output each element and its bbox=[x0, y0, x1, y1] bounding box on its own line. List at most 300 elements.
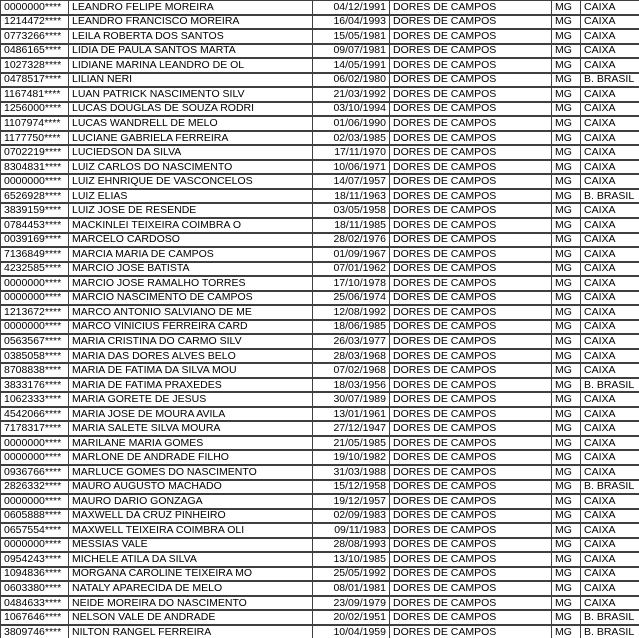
cell-id[interactable]: 1094836**** bbox=[1, 567, 69, 582]
cell-name[interactable]: MARIA CRISTINA DO CARMO SILV bbox=[69, 334, 313, 349]
cell-id[interactable]: 0000000**** bbox=[1, 450, 69, 465]
table-row bbox=[1, 523, 639, 538]
cell-city[interactable]: DORES DE CAMPOS bbox=[390, 596, 552, 611]
cell-bank[interactable]: B. BRASIL bbox=[581, 73, 639, 88]
cell-bank[interactable]: CAIXA bbox=[581, 349, 639, 364]
cell-birth-date[interactable]: 21/05/1985 bbox=[313, 436, 390, 451]
cell-id[interactable]: 0936766**** bbox=[1, 465, 69, 480]
cell-id[interactable]: 0039169**** bbox=[1, 233, 69, 248]
cell-name[interactable]: MARILANE MARIA GOMES bbox=[69, 436, 313, 451]
cell-id[interactable]: 0000000**** bbox=[1, 291, 69, 306]
cell-birth-date[interactable]: 16/04/1993 bbox=[313, 15, 390, 30]
cell-name[interactable]: MAURO DARIO GONZAGA bbox=[69, 494, 313, 509]
cell-birth-date[interactable]: 03/05/1958 bbox=[313, 203, 390, 218]
cell-birth-date[interactable]: 19/12/1957 bbox=[313, 494, 390, 509]
cell-state[interactable]: MG bbox=[552, 160, 581, 175]
cell-birth-date[interactable]: 30/07/1989 bbox=[313, 392, 390, 407]
cell-city[interactable]: DORES DE CAMPOS bbox=[390, 58, 552, 73]
cell-bank[interactable]: CAIXA bbox=[581, 15, 639, 30]
table-row bbox=[1, 421, 639, 436]
cell-bank[interactable]: CAIXA bbox=[581, 494, 639, 509]
cell-name[interactable]: LUCIEDSON DA SILVA bbox=[69, 145, 313, 160]
cell-bank[interactable]: CAIXA bbox=[581, 174, 639, 189]
cell-birth-date[interactable]: 17/11/1970 bbox=[313, 145, 390, 160]
cell-state[interactable]: MG bbox=[552, 378, 581, 393]
cell-birth-date[interactable]: 01/09/1967 bbox=[313, 247, 390, 262]
records-table-body bbox=[1, 0, 639, 638]
cell-name[interactable]: LUIZ EHNRIQUE DE VASCONCELOS bbox=[69, 174, 313, 189]
cell-name[interactable]: MARCO ANTONIO SALVIANO DE ME bbox=[69, 305, 313, 320]
cell-name[interactable]: MARIA DE FATIMA PRAXEDES bbox=[69, 378, 313, 393]
cell-state[interactable]: MG bbox=[552, 87, 581, 102]
cell-bank[interactable]: CAIXA bbox=[581, 581, 639, 596]
cell-bank[interactable]: CAIXA bbox=[581, 218, 639, 233]
cell-birth-date[interactable]: 28/08/1993 bbox=[313, 538, 390, 553]
table-row bbox=[1, 87, 639, 102]
cell-name[interactable]: MARLONE DE ANDRADE FILHO bbox=[69, 450, 313, 465]
cell-name[interactable]: MARIA GORETE DE JESUS bbox=[69, 392, 313, 407]
cell-city[interactable]: DORES DE CAMPOS bbox=[390, 131, 552, 146]
cell-state[interactable]: MG bbox=[552, 610, 581, 625]
cell-id[interactable]: 0478517**** bbox=[1, 73, 69, 88]
cell-bank[interactable]: CAIXA bbox=[581, 334, 639, 349]
cell-birth-date[interactable]: 31/03/1988 bbox=[313, 465, 390, 480]
cell-city[interactable]: DORES DE CAMPOS bbox=[390, 0, 552, 15]
cell-state[interactable]: MG bbox=[552, 494, 581, 509]
cell-bank[interactable]: CAIXA bbox=[581, 145, 639, 160]
table-row bbox=[1, 116, 639, 131]
cell-name[interactable]: MARCIO JOSE BATISTA bbox=[69, 262, 313, 277]
cell-name[interactable]: LUCIANE GABRIELA FERREIRA bbox=[69, 131, 313, 146]
cell-name[interactable]: LILIAN NERI bbox=[69, 73, 313, 88]
cell-bank[interactable]: CAIXA bbox=[581, 233, 639, 248]
cell-id[interactable]: 0000000**** bbox=[1, 494, 69, 509]
cell-name[interactable]: LUIZ ELIAS bbox=[69, 189, 313, 204]
cell-city[interactable]: DORES DE CAMPOS bbox=[390, 509, 552, 524]
cell-city[interactable]: DORES DE CAMPOS bbox=[390, 218, 552, 233]
cell-name[interactable]: MARLUCE GOMES DO NASCIMENTO bbox=[69, 465, 313, 480]
cell-name[interactable]: MAURO AUGUSTO MACHADO bbox=[69, 480, 313, 495]
cell-id[interactable]: 0000000**** bbox=[1, 436, 69, 451]
table-row bbox=[1, 189, 639, 204]
cell-city[interactable]: DORES DE CAMPOS bbox=[390, 465, 552, 480]
cell-birth-date[interactable]: 02/09/1983 bbox=[313, 509, 390, 524]
cell-name[interactable]: MAXWELL DA CRUZ PINHEIRO bbox=[69, 509, 313, 524]
table-row bbox=[1, 145, 639, 160]
cell-city[interactable]: DORES DE CAMPOS bbox=[390, 625, 552, 638]
cell-city[interactable]: DORES DE CAMPOS bbox=[390, 421, 552, 436]
cell-city[interactable]: DORES DE CAMPOS bbox=[390, 610, 552, 625]
cell-birth-date[interactable]: 04/12/1991 bbox=[313, 0, 390, 15]
table-row bbox=[1, 44, 639, 59]
table-row bbox=[1, 363, 639, 378]
cell-city[interactable]: DORES DE CAMPOS bbox=[390, 538, 552, 553]
cell-city[interactable]: DORES DE CAMPOS bbox=[390, 494, 552, 509]
cell-state[interactable]: MG bbox=[552, 450, 581, 465]
table-row bbox=[1, 320, 639, 335]
cell-city[interactable]: DORES DE CAMPOS bbox=[390, 87, 552, 102]
cell-birth-date[interactable]: 27/12/1947 bbox=[313, 421, 390, 436]
cell-state[interactable]: MG bbox=[552, 363, 581, 378]
cell-state[interactable]: MG bbox=[552, 436, 581, 451]
cell-birth-date[interactable]: 02/03/1985 bbox=[313, 131, 390, 146]
cell-bank[interactable]: CAIXA bbox=[581, 58, 639, 73]
table-row bbox=[1, 58, 639, 73]
cell-birth-date[interactable]: 14/05/1991 bbox=[313, 58, 390, 73]
cell-name[interactable]: MARCO VINICIUS FERREIRA CARD bbox=[69, 320, 313, 335]
cell-name[interactable]: NELSON VALE DE ANDRADE bbox=[69, 610, 313, 625]
cell-city[interactable]: DORES DE CAMPOS bbox=[390, 523, 552, 538]
cell-birth-date[interactable]: 03/10/1994 bbox=[313, 102, 390, 117]
cell-id[interactable]: 4542066**** bbox=[1, 407, 69, 422]
table-row bbox=[1, 596, 639, 611]
cell-city[interactable]: DORES DE CAMPOS bbox=[390, 349, 552, 364]
cell-name[interactable]: MARCIO JOSE RAMALHO TORRES bbox=[69, 276, 313, 291]
cell-state[interactable]: MG bbox=[552, 349, 581, 364]
cell-birth-date[interactable]: 01/06/1990 bbox=[313, 116, 390, 131]
cell-state[interactable]: MG bbox=[552, 305, 581, 320]
cell-birth-date[interactable]: 12/08/1992 bbox=[313, 305, 390, 320]
cell-state[interactable]: MG bbox=[552, 320, 581, 335]
cell-city[interactable]: DORES DE CAMPOS bbox=[390, 334, 552, 349]
cell-city[interactable]: DORES DE CAMPOS bbox=[390, 73, 552, 88]
table-row bbox=[1, 349, 639, 364]
cell-id[interactable]: 3839159**** bbox=[1, 203, 69, 218]
cell-city[interactable]: DORES DE CAMPOS bbox=[390, 581, 552, 596]
cell-bank[interactable]: CAIXA bbox=[581, 203, 639, 218]
cell-id[interactable]: 0773266**** bbox=[1, 29, 69, 44]
cell-id[interactable]: 0605888**** bbox=[1, 509, 69, 524]
cell-state[interactable]: MG bbox=[552, 538, 581, 553]
cell-name[interactable]: LUIZ JOSE DE RESENDE bbox=[69, 203, 313, 218]
cell-bank[interactable]: CAIXA bbox=[581, 0, 639, 15]
cell-bank[interactable]: B. BRASIL bbox=[581, 610, 639, 625]
table-row bbox=[1, 29, 639, 44]
cell-birth-date[interactable]: 15/12/1958 bbox=[313, 480, 390, 495]
cell-city[interactable]: DORES DE CAMPOS bbox=[390, 291, 552, 306]
cell-city[interactable]: DORES DE CAMPOS bbox=[390, 552, 552, 567]
cell-state[interactable]: MG bbox=[552, 58, 581, 73]
cell-birth-date[interactable]: 28/02/1976 bbox=[313, 233, 390, 248]
cell-state[interactable]: MG bbox=[552, 44, 581, 59]
table-row bbox=[1, 450, 639, 465]
cell-birth-date[interactable]: 10/04/1959 bbox=[313, 625, 390, 638]
table-row bbox=[1, 73, 639, 88]
cell-birth-date[interactable]: 25/05/1992 bbox=[313, 567, 390, 582]
cell-bank[interactable]: CAIXA bbox=[581, 450, 639, 465]
cell-state[interactable]: MG bbox=[552, 73, 581, 88]
cell-id[interactable]: 0000000**** bbox=[1, 538, 69, 553]
cell-id[interactable]: 0385058**** bbox=[1, 349, 69, 364]
cell-state[interactable]: MG bbox=[552, 625, 581, 638]
cell-name[interactable]: MACKINLEI TEIXEIRA COIMBRA O bbox=[69, 218, 313, 233]
cell-state[interactable]: MG bbox=[552, 174, 581, 189]
cell-name[interactable]: MAXWELL TEIXEIRA COIMBRA OLI bbox=[69, 523, 313, 538]
cell-id[interactable]: 1167481**** bbox=[1, 87, 69, 102]
cell-state[interactable]: MG bbox=[552, 480, 581, 495]
table-row bbox=[1, 378, 639, 393]
cell-state[interactable]: MG bbox=[552, 523, 581, 538]
cell-state[interactable]: MG bbox=[552, 276, 581, 291]
cell-state[interactable]: MG bbox=[552, 247, 581, 262]
cell-city[interactable]: DORES DE CAMPOS bbox=[390, 102, 552, 117]
cell-name[interactable]: MARIA SALETE SILVA MOURA bbox=[69, 421, 313, 436]
cell-city[interactable]: DORES DE CAMPOS bbox=[390, 305, 552, 320]
cell-birth-date[interactable]: 26/03/1977 bbox=[313, 334, 390, 349]
cell-birth-date[interactable]: 13/10/1985 bbox=[313, 552, 390, 567]
cell-birth-date[interactable]: 20/02/1951 bbox=[313, 610, 390, 625]
cell-city[interactable]: DORES DE CAMPOS bbox=[390, 15, 552, 30]
cell-bank[interactable]: CAIXA bbox=[581, 552, 639, 567]
cell-state[interactable]: MG bbox=[552, 421, 581, 436]
cell-bank[interactable]: CAIXA bbox=[581, 523, 639, 538]
cell-name[interactable]: LEILA ROBERTA DOS SANTOS bbox=[69, 29, 313, 44]
cell-name[interactable]: MARCIA MARIA DE CAMPOS bbox=[69, 247, 313, 262]
cell-birth-date[interactable]: 07/01/1962 bbox=[313, 262, 390, 277]
cell-city[interactable]: DORES DE CAMPOS bbox=[390, 363, 552, 378]
table-row bbox=[1, 334, 639, 349]
table-row bbox=[1, 509, 639, 524]
table-row bbox=[1, 160, 639, 175]
table-row bbox=[1, 567, 639, 582]
cell-bank[interactable]: CAIXA bbox=[581, 465, 639, 480]
cell-birth-date[interactable]: 15/05/1981 bbox=[313, 29, 390, 44]
cell-name[interactable]: MARIA JOSE DE MOURA AVILA bbox=[69, 407, 313, 422]
cell-name[interactable]: MARIA DAS DORES ALVES BELO bbox=[69, 349, 313, 364]
cell-bank[interactable]: B. BRASIL bbox=[581, 378, 639, 393]
cell-city[interactable]: DORES DE CAMPOS bbox=[390, 407, 552, 422]
cell-id[interactable]: 1107974**** bbox=[1, 116, 69, 131]
cell-id[interactable]: 8304831**** bbox=[1, 160, 69, 175]
cell-name[interactable]: LUAN PATRICK NASCIMENTO SILV bbox=[69, 87, 313, 102]
cell-id[interactable]: 1213672**** bbox=[1, 305, 69, 320]
cell-state[interactable]: MG bbox=[552, 392, 581, 407]
table-row bbox=[1, 233, 639, 248]
cell-birth-date[interactable]: 18/06/1985 bbox=[313, 320, 390, 335]
cell-bank[interactable]: CAIXA bbox=[581, 320, 639, 335]
cell-id[interactable]: 0000000**** bbox=[1, 174, 69, 189]
cell-id[interactable]: 0784453**** bbox=[1, 218, 69, 233]
cell-name[interactable]: LUIZ CARLOS DO NASCIMENTO bbox=[69, 160, 313, 175]
cell-id[interactable]: 0954243**** bbox=[1, 552, 69, 567]
cell-city[interactable]: DORES DE CAMPOS bbox=[390, 436, 552, 451]
cell-city[interactable]: DORES DE CAMPOS bbox=[390, 320, 552, 335]
table-row bbox=[1, 581, 639, 596]
cell-state[interactable]: MG bbox=[552, 218, 581, 233]
cell-name[interactable]: MESSIAS VALE bbox=[69, 538, 313, 553]
cell-birth-date[interactable]: 23/09/1979 bbox=[313, 596, 390, 611]
cell-id[interactable]: 0702219**** bbox=[1, 145, 69, 160]
cell-bank[interactable]: B. BRASIL bbox=[581, 625, 639, 638]
cell-bank[interactable]: CAIXA bbox=[581, 262, 639, 277]
cell-birth-date[interactable]: 18/03/1956 bbox=[313, 378, 390, 393]
cell-id[interactable]: 2826332**** bbox=[1, 480, 69, 495]
cell-bank[interactable]: CAIXA bbox=[581, 538, 639, 553]
cell-city[interactable]: DORES DE CAMPOS bbox=[390, 276, 552, 291]
cell-birth-date[interactable]: 18/11/1985 bbox=[313, 218, 390, 233]
table-row bbox=[1, 610, 639, 625]
cell-city[interactable]: DORES DE CAMPOS bbox=[390, 233, 552, 248]
cell-id[interactable]: 0000000**** bbox=[1, 320, 69, 335]
cell-bank[interactable]: CAIXA bbox=[581, 87, 639, 102]
cell-birth-date[interactable]: 21/03/1992 bbox=[313, 87, 390, 102]
table-row bbox=[1, 102, 639, 117]
cell-bank[interactable]: B. BRASIL bbox=[581, 480, 639, 495]
cell-birth-date[interactable]: 25/06/1974 bbox=[313, 291, 390, 306]
cell-birth-date[interactable]: 09/11/1983 bbox=[313, 523, 390, 538]
cell-bank[interactable]: CAIXA bbox=[581, 305, 639, 320]
cell-id[interactable]: 0000000**** bbox=[1, 276, 69, 291]
cell-bank[interactable]: CAIXA bbox=[581, 44, 639, 59]
cell-birth-date[interactable]: 13/01/1961 bbox=[313, 407, 390, 422]
cell-state[interactable]: MG bbox=[552, 581, 581, 596]
cell-id[interactable]: 1214472**** bbox=[1, 15, 69, 30]
cell-id[interactable]: 0563567**** bbox=[1, 334, 69, 349]
cell-bank[interactable]: CAIXA bbox=[581, 509, 639, 524]
cell-name[interactable]: NILTON RANGEL FERREIRA bbox=[69, 625, 313, 638]
cell-state[interactable]: MG bbox=[552, 131, 581, 146]
table-row bbox=[1, 436, 639, 451]
cell-birth-date[interactable]: 19/10/1982 bbox=[313, 450, 390, 465]
cell-city[interactable]: DORES DE CAMPOS bbox=[390, 567, 552, 582]
cell-bank[interactable]: CAIXA bbox=[581, 421, 639, 436]
cell-id[interactable]: 1067646**** bbox=[1, 610, 69, 625]
cell-name[interactable]: LEANDRO FELIPE MOREIRA bbox=[69, 0, 313, 15]
cell-name[interactable]: LIDIANE MARINA LEANDRO DE OL bbox=[69, 58, 313, 73]
cell-state[interactable]: MG bbox=[552, 29, 581, 44]
cell-id[interactable]: 1256000**** bbox=[1, 102, 69, 117]
table-row bbox=[1, 494, 639, 509]
cell-id[interactable]: 1177750**** bbox=[1, 131, 69, 146]
cell-state[interactable]: MG bbox=[552, 0, 581, 15]
table-row bbox=[1, 131, 639, 146]
cell-id[interactable]: 8708838**** bbox=[1, 363, 69, 378]
table-row bbox=[1, 552, 639, 567]
cell-id[interactable]: 0000000**** bbox=[1, 0, 69, 15]
cell-birth-date[interactable]: 09/07/1981 bbox=[313, 44, 390, 59]
table-row bbox=[1, 625, 639, 638]
cell-state[interactable]: MG bbox=[552, 145, 581, 160]
table-row bbox=[1, 276, 639, 291]
cell-birth-date[interactable]: 07/02/1968 bbox=[313, 363, 390, 378]
cell-id[interactable]: 0657554**** bbox=[1, 523, 69, 538]
cell-bank[interactable]: CAIXA bbox=[581, 596, 639, 611]
cell-name[interactable]: MARCELO CARDOSO bbox=[69, 233, 313, 248]
cell-bank[interactable]: B. BRASIL bbox=[581, 189, 639, 204]
cell-bank[interactable]: CAIXA bbox=[581, 160, 639, 175]
cell-name[interactable]: MARIA DE FATIMA DA SILVA MOU bbox=[69, 363, 313, 378]
cell-city[interactable]: DORES DE CAMPOS bbox=[390, 450, 552, 465]
cell-city[interactable]: DORES DE CAMPOS bbox=[390, 262, 552, 277]
cell-city[interactable]: DORES DE CAMPOS bbox=[390, 378, 552, 393]
cell-city[interactable]: DORES DE CAMPOS bbox=[390, 247, 552, 262]
cell-name[interactable]: LUCAS DOUGLAS DE SOUZA RODRI bbox=[69, 102, 313, 117]
cell-id[interactable]: 0484633**** bbox=[1, 596, 69, 611]
cell-city[interactable]: DORES DE CAMPOS bbox=[390, 480, 552, 495]
cell-state[interactable]: MG bbox=[552, 596, 581, 611]
cell-id[interactable]: 3809746**** bbox=[1, 625, 69, 638]
table-row bbox=[1, 465, 639, 480]
cell-id[interactable]: 4232585**** bbox=[1, 262, 69, 277]
cell-name[interactable]: MARCIO NASCIMENTO DE CAMPOS bbox=[69, 291, 313, 306]
cell-id[interactable]: 7178317**** bbox=[1, 421, 69, 436]
cell-state[interactable]: MG bbox=[552, 116, 581, 131]
cell-state[interactable]: MG bbox=[552, 567, 581, 582]
cell-bank[interactable]: CAIXA bbox=[581, 436, 639, 451]
table-row bbox=[1, 291, 639, 306]
cell-id[interactable]: 0603380**** bbox=[1, 581, 69, 596]
cell-id[interactable]: 7136849**** bbox=[1, 247, 69, 262]
table-row bbox=[1, 15, 639, 30]
cell-name[interactable]: LIDIA DE PAULA SANTOS MARTA bbox=[69, 44, 313, 59]
cell-name[interactable]: LEANDRO FRANCISCO MOREIRA bbox=[69, 15, 313, 30]
cell-bank[interactable]: CAIXA bbox=[581, 407, 639, 422]
cell-name[interactable]: MORGANA CAROLINE TEIXEIRA MO bbox=[69, 567, 313, 582]
cell-state[interactable]: MG bbox=[552, 189, 581, 204]
table-row bbox=[1, 203, 639, 218]
cell-city[interactable]: DORES DE CAMPOS bbox=[390, 145, 552, 160]
cell-bank[interactable]: CAIXA bbox=[581, 102, 639, 117]
cell-birth-date[interactable]: 17/10/1978 bbox=[313, 276, 390, 291]
cell-city[interactable]: DORES DE CAMPOS bbox=[390, 392, 552, 407]
cell-state[interactable]: MG bbox=[552, 465, 581, 480]
cell-city[interactable]: DORES DE CAMPOS bbox=[390, 160, 552, 175]
cell-state[interactable]: MG bbox=[552, 334, 581, 349]
cell-birth-date[interactable]: 18/11/1963 bbox=[313, 189, 390, 204]
cell-city[interactable]: DORES DE CAMPOS bbox=[390, 174, 552, 189]
cell-state[interactable]: MG bbox=[552, 262, 581, 277]
cell-city[interactable]: DORES DE CAMPOS bbox=[390, 44, 552, 59]
cell-city[interactable]: DORES DE CAMPOS bbox=[390, 116, 552, 131]
cell-bank[interactable]: CAIXA bbox=[581, 276, 639, 291]
cell-id[interactable]: 1062333**** bbox=[1, 392, 69, 407]
cell-bank[interactable]: CAIXA bbox=[581, 363, 639, 378]
cell-city[interactable]: DORES DE CAMPOS bbox=[390, 203, 552, 218]
cell-birth-date[interactable]: 08/01/1981 bbox=[313, 581, 390, 596]
cell-state[interactable]: MG bbox=[552, 552, 581, 567]
cell-state[interactable]: MG bbox=[552, 407, 581, 422]
cell-birth-date[interactable]: 14/07/1957 bbox=[313, 174, 390, 189]
cell-state[interactable]: MG bbox=[552, 291, 581, 306]
cell-name[interactable]: MICHELE ATILA DA SILVA bbox=[69, 552, 313, 567]
cell-birth-date[interactable]: 10/06/1971 bbox=[313, 160, 390, 175]
cell-city[interactable]: DORES DE CAMPOS bbox=[390, 29, 552, 44]
cell-bank[interactable]: CAIXA bbox=[581, 291, 639, 306]
cell-state[interactable]: MG bbox=[552, 102, 581, 117]
cell-id[interactable]: 3833176**** bbox=[1, 378, 69, 393]
cell-name[interactable]: LUCAS WANDRELL DE MELO bbox=[69, 116, 313, 131]
cell-id[interactable]: 1027328**** bbox=[1, 58, 69, 73]
cell-bank[interactable]: CAIXA bbox=[581, 392, 639, 407]
cell-birth-date[interactable]: 06/02/1980 bbox=[313, 73, 390, 88]
cell-city[interactable]: DORES DE CAMPOS bbox=[390, 189, 552, 204]
cell-state[interactable]: MG bbox=[552, 15, 581, 30]
cell-state[interactable]: MG bbox=[552, 233, 581, 248]
cell-state[interactable]: MG bbox=[552, 509, 581, 524]
cell-name[interactable]: NEIDE MOREIRA DO NASCIMENTO bbox=[69, 596, 313, 611]
cell-birth-date[interactable]: 28/03/1968 bbox=[313, 349, 390, 364]
cell-name[interactable]: NATALY APARECIDA DE MELO bbox=[69, 581, 313, 596]
cell-id[interactable]: 0486165**** bbox=[1, 44, 69, 59]
cell-bank[interactable]: CAIXA bbox=[581, 131, 639, 146]
cell-bank[interactable]: CAIXA bbox=[581, 29, 639, 44]
cell-state[interactable]: MG bbox=[552, 203, 581, 218]
cell-bank[interactable]: CAIXA bbox=[581, 116, 639, 131]
cell-id[interactable]: 6526928**** bbox=[1, 189, 69, 204]
table-row bbox=[1, 247, 639, 262]
cell-bank[interactable]: CAIXA bbox=[581, 567, 639, 582]
cell-bank[interactable]: CAIXA bbox=[581, 247, 639, 262]
